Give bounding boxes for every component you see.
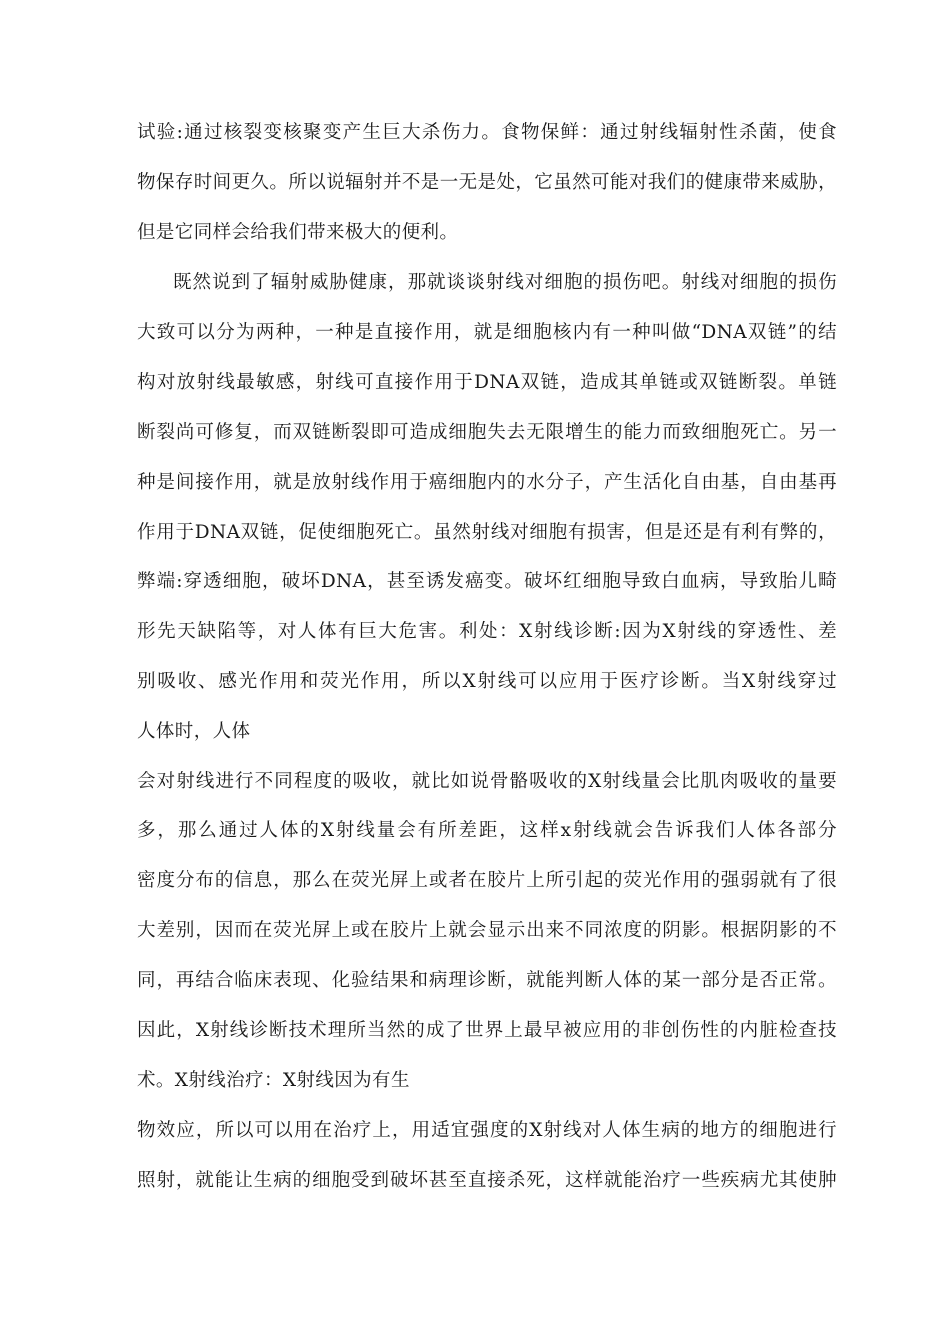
text-line: 物效应，所以可以用在治疗上，用适宜强度的X射线对人体生病的地方的细胞进行 (137, 1120, 837, 1141)
text-line: 同，再结合临床表现、化验结果和病理诊断，就能判断人体的某一部分是否正常。 (137, 970, 837, 991)
text-line: 人体时，人体 (137, 721, 251, 742)
text-line: 别吸收、感光作用和荧光作用，所以X射线可以应用于医疗诊断。当X射线穿过 (137, 671, 837, 692)
text-line: 断裂尚可修复，而双链断裂即可造成细胞失去无限增生的能力而致细胞死亡。另一 (137, 422, 837, 443)
text-line: 试验:通过核裂变核聚变产生巨大杀伤力。食物保鲜：通过射线辐射性杀菌，使食 (137, 122, 837, 143)
text-line: 弊端:穿透细胞，破坏DNA，甚至诱发癌变。破坏红细胞导致白血病，导致胎儿畸 (137, 571, 837, 592)
text-line: 但是它同样会给我们带来极大的便利。 (137, 222, 459, 243)
text-line: 种是间接作用，就是放射线作用于癌细胞内的水分子，产生活化自由基，自由基再 (137, 472, 837, 493)
text-line: 形先天缺陷等，对人体有巨大危害。利处：X射线诊断:因为X射线的穿透性、差 (137, 621, 837, 642)
text-line: 作用于DNA双链，促使细胞死亡。虽然射线对细胞有损害，但是还是有利有弊的， (137, 522, 837, 543)
text-line: 会对射线进行不同程度的吸收，就比如说骨骼吸收的X射线量会比肌肉吸收的量要 (137, 771, 837, 792)
text-line: 术。X射线治疗：X射线因为有生 (137, 1070, 410, 1091)
text-line: 大差别，因而在荧光屏上或在胶片上就会显示出来不同浓度的阴影。根据阴影的不 (137, 920, 837, 941)
text-line: 照射，就能让生病的细胞受到破坏甚至直接杀死，这样就能治疗一些疾病尤其使肿 (137, 1170, 837, 1191)
text-line: 物保存时间更久。所以说辐射并不是一无是处，它虽然可能对我们的健康带来威胁， (137, 172, 837, 193)
text-line: 构对放射线最敏感，射线可直接作用于DNA双链，造成其单链或双链断裂。单链 (137, 372, 837, 393)
paragraph-first-line: 既然说到了辐射威胁健康，那就谈谈射线对细胞的损伤吧。射线对细胞的损伤 (173, 272, 837, 293)
text-line: 密度分布的信息，那么在荧光屏上或者在胶片上所引起的荧光作用的强弱就有了很 (137, 870, 837, 891)
text-line: 多，那么通过人体的X射线量会有所差距，这样x射线就会告诉我们人体各部分 (137, 820, 837, 841)
text-line: 因此，X射线诊断技术理所当然的成了世界上最早被应用的非创伤性的内脏检查技 (137, 1020, 837, 1041)
text-line: 大致可以分为两种，一种是直接作用，就是细胞核内有一种叫做“DNA双链”的结 (137, 322, 837, 343)
